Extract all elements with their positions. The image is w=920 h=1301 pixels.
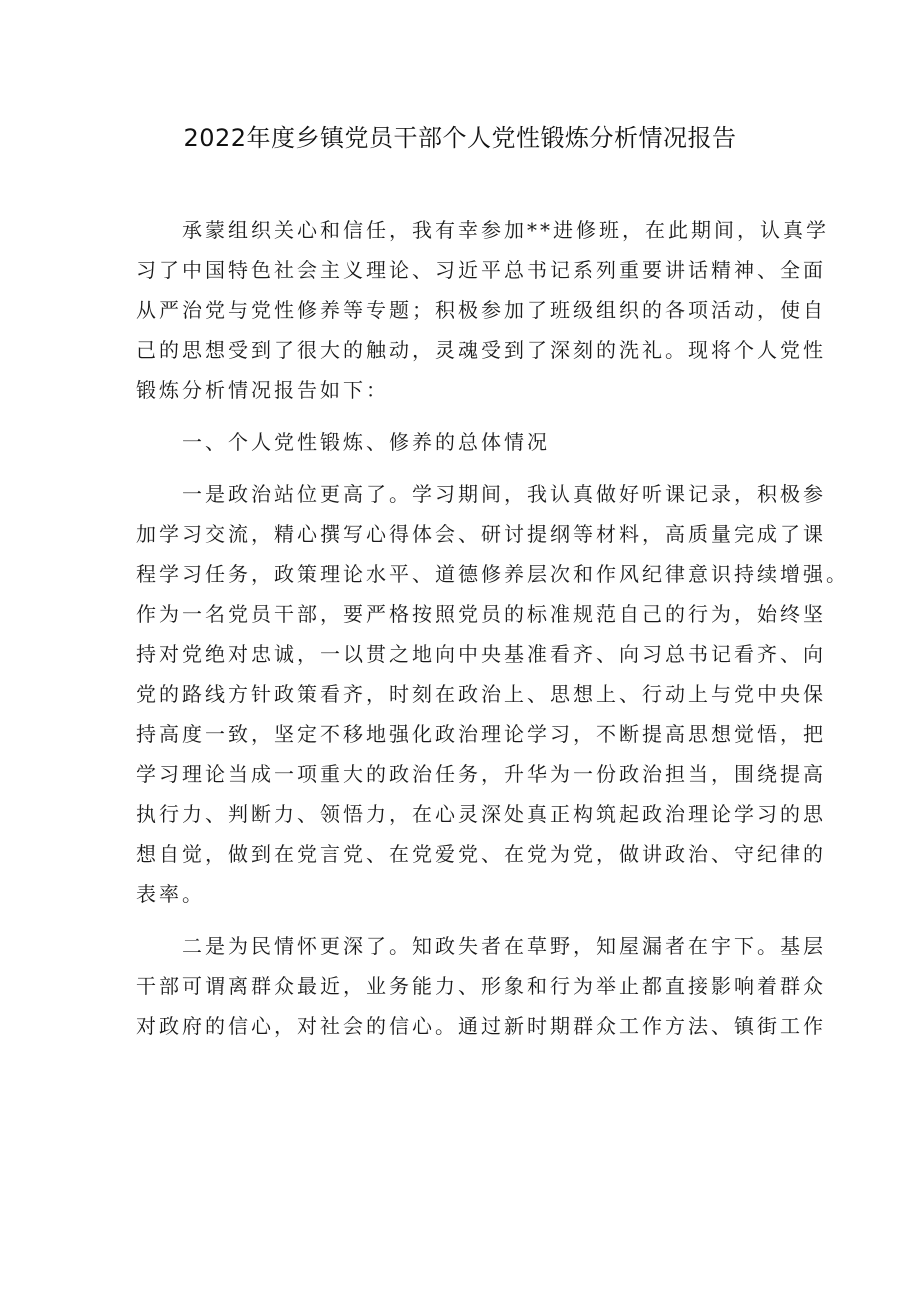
text-line: 党的路线方针政策看齐，时刻在政治上、思想上、行动上与党中央保 [136, 682, 826, 706]
text-line: 程学习任务，政策理论水平、道德修养层次和作风纪律意识持续增强。 [136, 562, 849, 586]
text-line: 持对党绝对忠诚，一以贯之地向中央基准看齐、向习总书记看齐、向 [136, 642, 826, 666]
text-line: 持高度一致，坚定不移地强化政治理论学习，不断提高思想觉悟，把 [136, 722, 826, 746]
text-line: 承蒙组织关心和信任，我有幸参加**进修班，在此期间，认真学 [182, 218, 829, 242]
text-line: 锻炼分析情况报告如下： [136, 378, 389, 402]
text-line: 加学习交流，精心撰写心得体会、研讨提纲等材料，高质量完成了课 [136, 522, 826, 546]
text-line: 一是政治站位更高了。学习期间，我认真做好听课记录，积极参 [182, 482, 826, 506]
document-body [136, 210, 849, 1046]
text-line: 干部可谓离群众最近，业务能力、形象和行为举止都直接影响着群众 [136, 974, 826, 998]
text-line: 学习理论当成一项重大的政治任务，升华为一份政治担当，围绕提高 [136, 762, 826, 786]
text-line: 想自觉，做到在党言党、在党爱党、在党为党，做讲政治、守纪律的 [136, 842, 826, 866]
document-title: 2022年度乡镇党员干部个人党性锻炼分析情况报告 [183, 124, 737, 152]
text-line: 作为一名党员干部，要严格按照党员的标准规范自己的行为，始终坚 [136, 602, 826, 626]
text-line: 表率。 [136, 882, 205, 906]
text-line: 习了中国特色社会主义理论、习近平总书记系列重要讲话精神、全面 [136, 258, 826, 282]
text-line: 二是为民情怀更深了。知政失者在草野，知屋漏者在宇下。基层 [182, 934, 826, 958]
text-line: 对政府的信心，对社会的信心。通过新时期群众工作方法、镇街工作 [136, 1014, 826, 1038]
text-line: 己的思想受到了很大的触动，灵魂受到了深刻的洗礼。现将个人党性 [136, 338, 826, 362]
section-heading: 一、个人党性锻炼、修养的总体情况 [182, 430, 550, 454]
text-line: 执行力、判断力、领悟力，在心灵深处真正构筑起政治理论学习的思 [136, 802, 826, 826]
text-line: 从严治党与党性修养等专题；积极参加了班级组织的各项活动，使自 [136, 298, 826, 322]
